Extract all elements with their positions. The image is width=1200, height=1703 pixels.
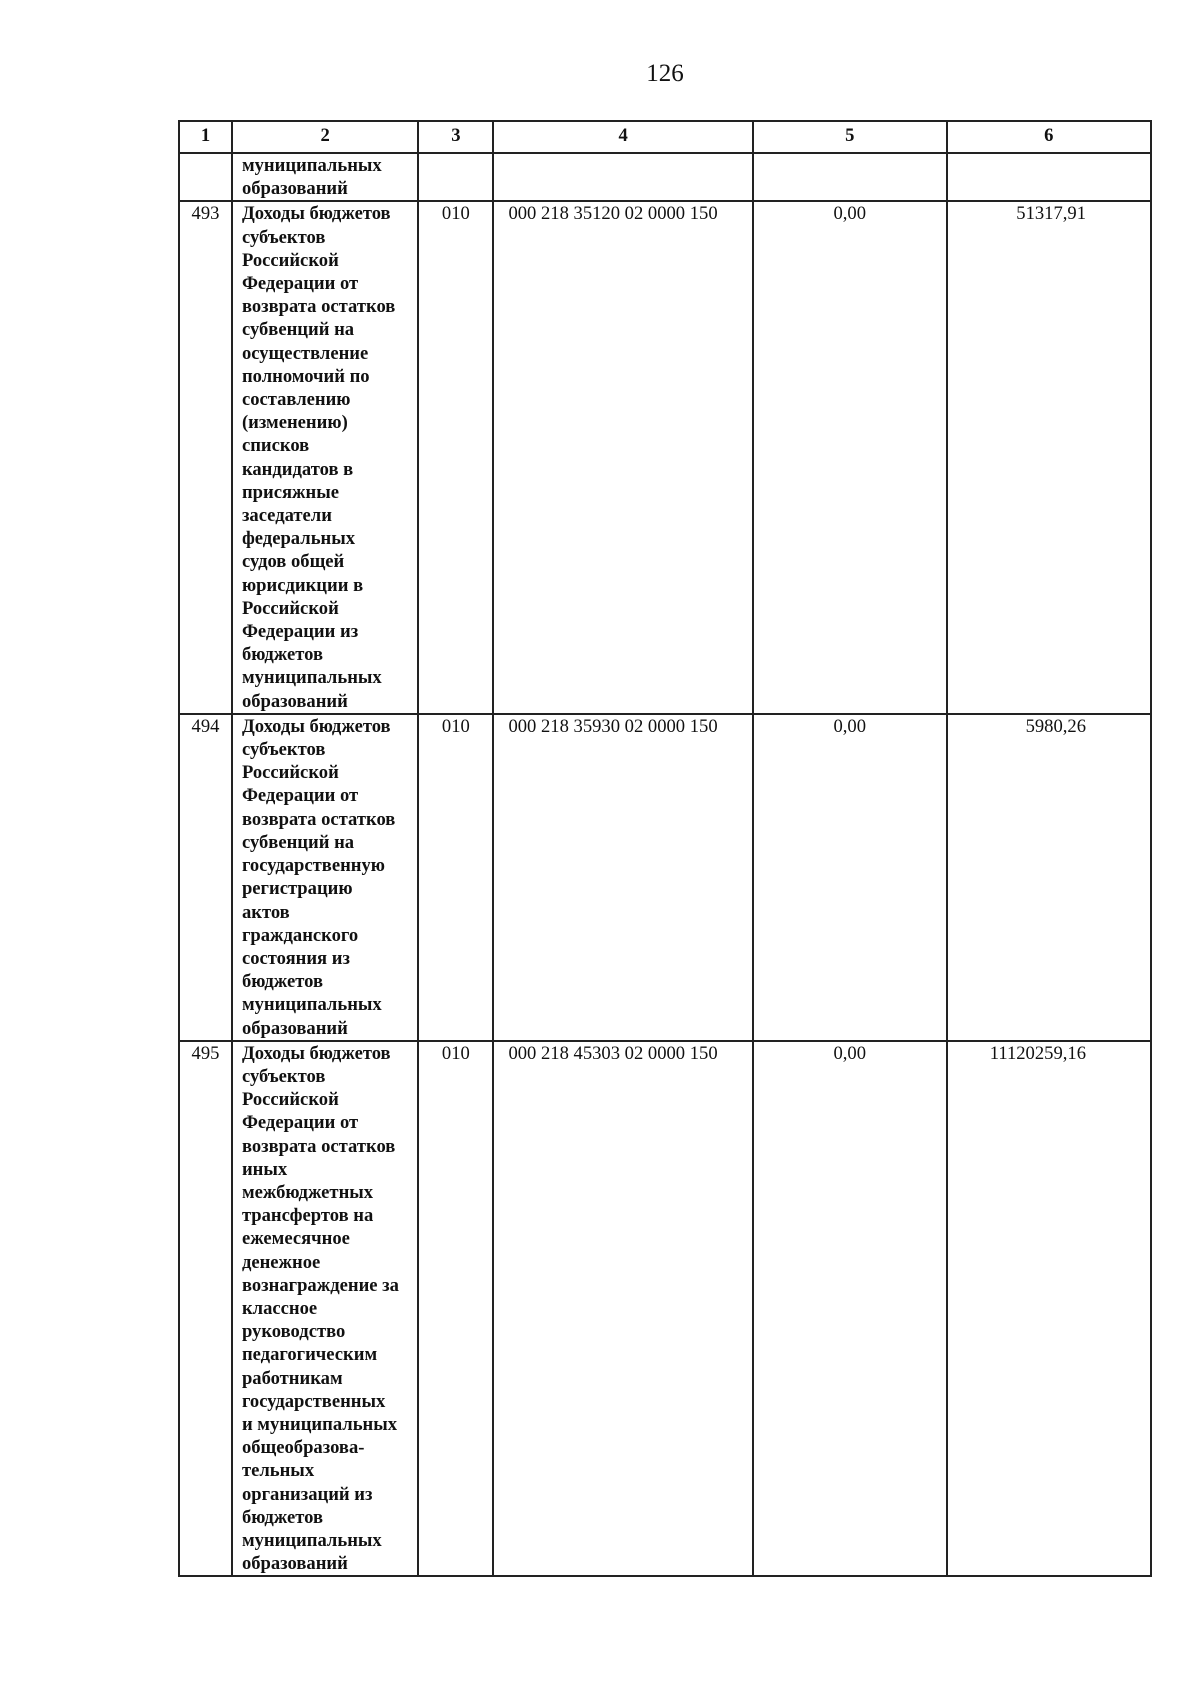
description-line: образований <box>241 1553 348 1575</box>
description-line: государственных <box>241 1390 386 1412</box>
description-line: бюджетов <box>241 644 324 666</box>
description-line: и муниципальных <box>241 1413 398 1435</box>
col6-cell: 5980,26 <box>947 714 1151 1041</box>
description-line: бюджетов <box>241 1506 324 1528</box>
description-line: образований <box>241 690 348 712</box>
description-line: муниципальных <box>241 155 382 176</box>
description-line: образований <box>241 1017 348 1039</box>
description-line: иных <box>241 1158 288 1180</box>
description-line: составлению <box>241 389 351 411</box>
table-row <box>179 201 1151 713</box>
description-line: ежемесячное <box>241 1228 350 1250</box>
description-line: денежное <box>241 1251 321 1273</box>
row-number-cell: 494 <box>179 714 232 1041</box>
description-line: осуществление <box>241 342 369 364</box>
col6-cell: 51317,91 <box>947 201 1151 713</box>
description-line: Российской <box>241 1089 339 1111</box>
code-cell: 010 <box>418 714 493 1041</box>
description-line: возврата остатков <box>241 808 396 830</box>
col5-cell <box>753 153 947 201</box>
table-row-continuation <box>179 153 1151 201</box>
description-line: Федерации от <box>241 785 359 807</box>
description-line: субъектов <box>241 226 326 248</box>
description-cell <box>232 153 418 201</box>
code-cell <box>418 153 493 201</box>
description-line: Доходы бюджетов <box>241 1042 391 1064</box>
description-line: вознаграждение за <box>241 1274 399 1296</box>
column-header: 6 <box>947 121 1151 153</box>
description-line: субвенций на <box>241 319 355 341</box>
description-line: Российской <box>241 762 339 784</box>
kbk-cell <box>493 153 752 201</box>
description-line: Российской <box>241 597 339 619</box>
description-line: тельных <box>241 1460 315 1482</box>
description-line: присяжные <box>241 481 339 503</box>
description-line: государственную <box>241 855 386 877</box>
description-line: педагогическим <box>241 1344 378 1366</box>
col5-cell: 0,00 <box>753 201 947 713</box>
description-line: муниципальных <box>241 994 382 1016</box>
description-line: общеобразова- <box>241 1437 365 1459</box>
description-line: возврата остатков <box>241 296 396 318</box>
description-cell <box>232 714 418 1041</box>
table-body <box>179 153 1151 1576</box>
description-line: организаций из <box>241 1483 373 1505</box>
row-number-cell <box>179 153 232 201</box>
column-header: 2 <box>232 121 418 153</box>
column-header: 3 <box>418 121 493 153</box>
description-cell <box>232 201 418 713</box>
description-cell <box>232 1041 418 1577</box>
column-header: 5 <box>753 121 947 153</box>
description-line: федеральных <box>241 528 356 550</box>
column-header: 1 <box>179 121 232 153</box>
page-number: 126 <box>646 60 684 87</box>
description-line: работникам <box>241 1367 343 1389</box>
kbk-cell: 000 218 45303 02 0000 150 <box>493 1041 752 1577</box>
description-line: образований <box>241 178 348 200</box>
description-line: муниципальных <box>241 1529 382 1551</box>
description-line: Федерации от <box>241 1112 359 1134</box>
description-line: возврата остатков <box>241 1135 396 1157</box>
description-line: межбюджетных <box>241 1181 374 1203</box>
description-line: Российской <box>241 249 339 271</box>
budget-table <box>178 120 1152 1577</box>
description-line: руководство <box>241 1321 346 1343</box>
table-row <box>179 714 1151 1041</box>
kbk-cell: 000 218 35930 02 0000 150 <box>493 714 752 1041</box>
description-line: актов <box>241 901 290 923</box>
description-line: кандидатов в <box>241 458 354 480</box>
description-line: субъектов <box>241 1065 326 1087</box>
description-line: регистрацию <box>241 878 353 900</box>
description-line: трансфертов на <box>241 1205 374 1227</box>
description-line: полномочий по <box>241 365 370 387</box>
description-line: Федерации от <box>241 273 359 295</box>
table-row <box>179 1041 1151 1577</box>
col6-cell <box>947 153 1151 201</box>
col6-cell: 11120259,16 <box>947 1041 1151 1577</box>
description-line: юрисдикции в <box>241 574 364 596</box>
col5-cell: 0,00 <box>753 1041 947 1577</box>
row-number-cell: 493 <box>179 201 232 713</box>
description-line: субвенций на <box>241 831 355 853</box>
description-line: гражданского <box>241 924 359 946</box>
column-header: 4 <box>493 121 752 153</box>
code-cell: 010 <box>418 1041 493 1577</box>
description-line: Федерации из <box>241 621 359 643</box>
description-line: бюджетов <box>241 971 324 993</box>
kbk-cell: 000 218 35120 02 0000 150 <box>493 201 752 713</box>
description-line: судов общей <box>241 551 345 573</box>
code-cell: 010 <box>418 201 493 713</box>
description-line: классное <box>241 1297 318 1319</box>
description-line: заседатели <box>241 505 332 527</box>
description-line: (изменению) <box>241 412 348 434</box>
col5-cell: 0,00 <box>753 714 947 1041</box>
description-line: Доходы бюджетов <box>241 715 391 737</box>
description-line: списков <box>241 435 310 457</box>
description-line: муниципальных <box>241 667 382 689</box>
description-line: состояния из <box>241 947 350 969</box>
description-line: Доходы бюджетов <box>241 203 391 225</box>
row-number-cell: 495 <box>179 1041 232 1577</box>
description-line: субъектов <box>241 739 326 761</box>
table-header-row <box>179 121 1151 153</box>
